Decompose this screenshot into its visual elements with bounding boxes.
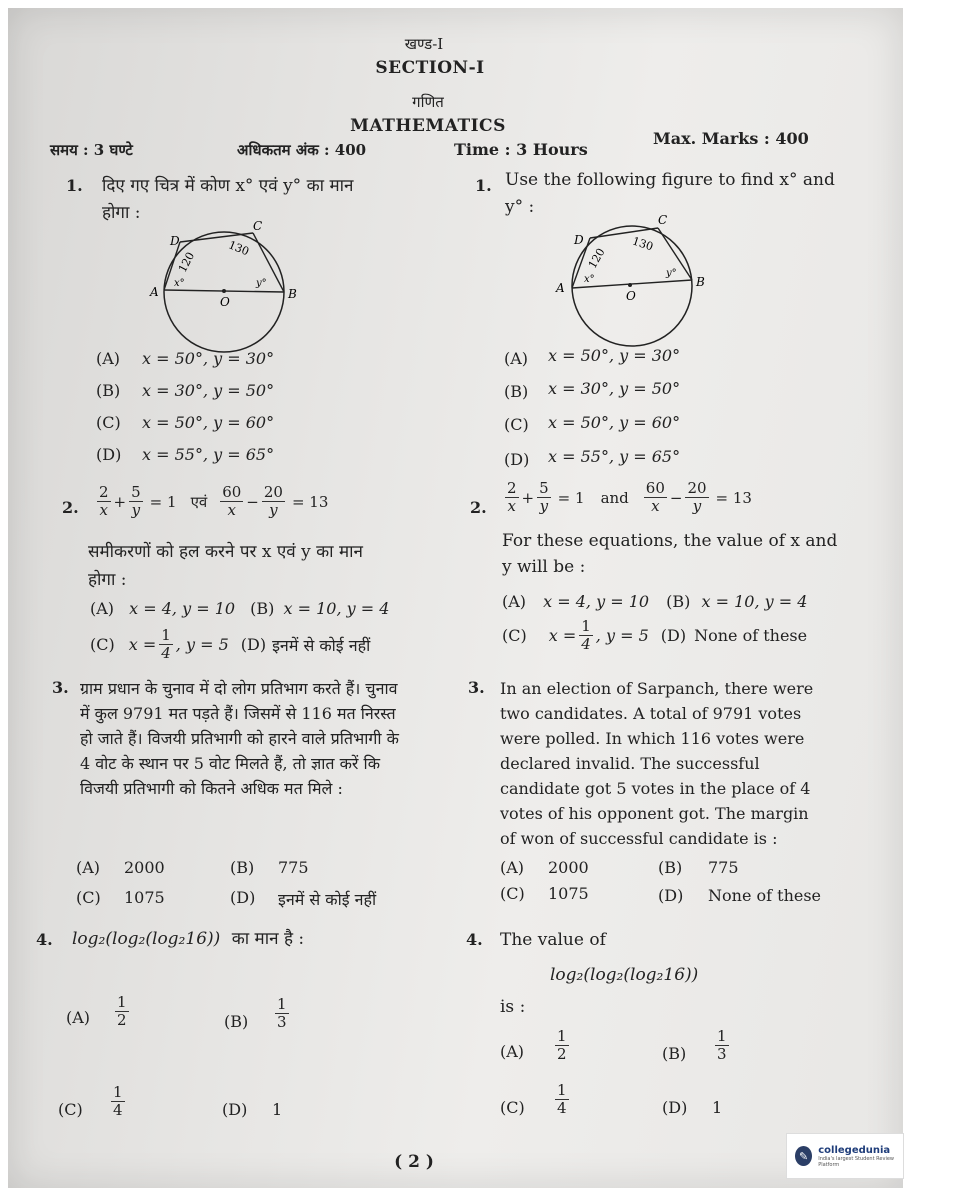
q4-option-label-a-english: (A) <box>500 1042 525 1061</box>
q3-option-label-hindi: (B) <box>230 858 255 877</box>
option-text: x = 10, y = 4 <box>283 599 390 618</box>
collegedunia-watermark <box>786 1133 904 1179</box>
q3-number-hindi: 3. <box>52 678 69 697</box>
option-text: x = 4, y = 10 <box>129 599 236 618</box>
fraction-numerator: 20 <box>263 483 283 501</box>
option-label: (A) <box>90 599 115 618</box>
option-text: x = 10, y = 4 <box>701 592 808 611</box>
q3-option-label-hindi: (C) <box>76 888 101 907</box>
q3-option-text-hindi: इनमें से कोई नहीं <box>278 890 377 909</box>
time-hindi: समय : 3 घण्टे <box>50 141 133 159</box>
q4-suffix-hindi: का मान है : <box>231 929 305 949</box>
q3-option-label-english: (D) <box>658 886 684 905</box>
q1-option-label-english: (D) <box>504 450 530 469</box>
q4-option-a-hindi <box>112 994 132 1029</box>
subject-title: MATHEMATICS <box>350 116 506 136</box>
q1-option-text-english: x = 55°, y = 65° <box>548 447 681 466</box>
fraction-numerator: 1 <box>161 626 171 644</box>
q1-option-label-hindi: (B) <box>96 381 121 400</box>
option-label: (B) <box>666 592 691 611</box>
fraction-numerator: 1 <box>557 1081 567 1099</box>
q1-option-label-hindi: (A) <box>96 349 121 368</box>
q4-question-hindi <box>72 926 304 952</box>
q1-option-label-hindi: (D) <box>96 445 122 464</box>
fraction-denominator: 2 <box>557 1045 567 1063</box>
equation2-rhs: = 13 <box>291 492 329 511</box>
q2-option-ab-english <box>502 592 807 611</box>
fraction-denominator: 4 <box>113 1101 123 1119</box>
fig-angle-x: x° <box>584 274 595 285</box>
q2-text-hindi-line1: समीकरणों को हल करने पर x एवं y का मान <box>88 542 363 562</box>
q1-option-text-english: x = 30°, y = 50° <box>548 379 681 398</box>
fraction-numerator: 2 <box>99 483 109 501</box>
fraction-denominator: 3 <box>277 1013 287 1031</box>
q1-option-text-hindi: x = 30°, y = 50° <box>142 381 275 400</box>
q4-expression-english: log₂(log₂(log₂16)) <box>550 965 699 985</box>
q2-equations-english: $\frac{2}{x}$ + $\frac{5}{y}$ = 1 and $\frac{60}{x}$ − $\frac{20}{y}$ = 13 <box>507 479 752 515</box>
q3-option-text-english: None of these <box>708 886 822 905</box>
time-english: Time : 3 Hours <box>454 140 588 159</box>
q1-option-label-english: (B) <box>504 382 529 401</box>
fraction-numerator: 1 <box>117 993 127 1011</box>
q3-option-text-english: 1075 <box>548 884 589 903</box>
logo-icon: ✎ <box>795 1146 812 1166</box>
fig-label-b: B <box>696 275 705 289</box>
fraction-denominator: x <box>507 497 516 515</box>
fraction-denominator: x <box>99 501 108 519</box>
q3-number-english: 3. <box>468 678 485 697</box>
max-marks-hindi: अधिकतम अंक : 400 <box>237 141 367 159</box>
fraction-denominator: y <box>269 501 278 519</box>
q4-option-b-hindi <box>272 996 292 1031</box>
q3-option-text-hindi: 775 <box>278 858 309 877</box>
fraction-denominator: 4 <box>557 1099 567 1117</box>
q4-option-d-english: 1 <box>712 1098 723 1117</box>
q2-option-cd-english <box>502 618 807 653</box>
fraction-denominator: 4 <box>161 644 171 662</box>
option-text: इनमें से कोई नहीं <box>272 635 371 655</box>
fraction-denominator: 4 <box>581 635 591 653</box>
fig-label-c: C <box>253 219 263 233</box>
q1-text-hindi-line2: होगा : <box>102 203 141 223</box>
option-label: (C) <box>90 635 115 654</box>
fraction-numerator: 2 <box>507 479 517 497</box>
q2-text-hindi-line2: होगा : <box>88 570 127 590</box>
q2-option-cd-hindi <box>90 627 370 662</box>
q1-number-english: 1. <box>475 176 492 195</box>
q1-circle-figure-hindi <box>140 218 305 353</box>
q1-option-text-hindi: x = 55°, y = 65° <box>142 445 275 464</box>
fraction-numerator: 1 <box>277 995 287 1013</box>
equation-joiner: and <box>600 488 629 507</box>
q1-text-english-line2: y° : <box>505 197 535 217</box>
logo-tagline: India's largest Student Review Platform <box>818 1155 894 1168</box>
option-label: (D) <box>660 626 687 645</box>
q4-option-label-b-english: (B) <box>662 1044 687 1063</box>
fraction-numerator: 1 <box>717 1027 727 1045</box>
option-text: None of these <box>694 626 808 645</box>
q1-text-hindi-line1: दिए गए चित्र में कोण x° एवं y° का मान <box>102 176 354 196</box>
fig-label-a: A <box>556 281 565 295</box>
q3-option-label-english: (C) <box>500 884 525 903</box>
fraction-denominator: x <box>651 497 660 515</box>
q4-option-c-hindi <box>108 1084 128 1119</box>
fraction-numerator: 60 <box>645 479 665 497</box>
q4-option-label-a-hindi: (A) <box>66 1008 91 1027</box>
fig-label-o: O <box>626 289 636 303</box>
fraction-numerator: 1 <box>581 617 591 635</box>
fraction-denominator: y <box>692 497 702 515</box>
q4-option-label-c-english: (C) <box>500 1098 525 1117</box>
q3-option-label-english: (B) <box>658 858 683 877</box>
q4-option-d-hindi: 1 <box>272 1100 283 1119</box>
q3-text-hindi: ग्राम प्रधान के चुनाव में दो लोग प्रतिभाग करते हैं। चुनाव में कुल 9791 मत पड़ते हैं। जिसमें से 116 मत निरस्त हो जाते हैं। विजयी प्रतिभागी को हारने वाले प्रतिभागी के 4 वोट के स्थान पर 5 वोट मिलते हैं, तो ज्ञात करें कि विजयी प्रतिभागी को कितने अधिक मत मिले : <box>80 679 399 798</box>
q1-option-label-hindi: (C) <box>96 413 121 432</box>
fig-arc-120: 120 <box>585 246 608 271</box>
q1-option-text-hindi: x = 50°, y = 30° <box>142 349 275 368</box>
fraction-numerator: 60 <box>222 483 242 501</box>
q2-text-english-line1: For these equations, the value of x and <box>502 531 838 551</box>
q4-option-b-english <box>712 1028 732 1063</box>
fig-label-b: B <box>288 287 297 301</box>
section-title: SECTION-I <box>375 58 485 78</box>
q3-option-label-hindi: (A) <box>76 858 101 877</box>
q2-text-english-line2: y will be : <box>502 557 586 577</box>
q3-option-text-english: 775 <box>708 858 739 877</box>
q1-text-english-line1: Use the following figure to find x° and <box>505 170 835 190</box>
q2-equations-hindi: $\frac{2}{x}$ + $\frac{5}{y}$ = 1 एवं $\frac{60}{x}$ − $\frac{20}{y}$ = 13 <box>99 483 329 519</box>
q2-number-hindi: 2. <box>62 498 79 517</box>
equation2-rhs: = 13 <box>715 488 752 507</box>
fraction-numerator: 1 <box>557 1027 567 1045</box>
fig-label-d: D <box>170 234 180 248</box>
q2-option-a-hindi <box>90 599 389 618</box>
max-marks-english: Max. Marks : 400 <box>653 129 809 148</box>
fig-label-d: D <box>574 233 584 247</box>
q4-option-label-b-hindi: (B) <box>224 1012 249 1031</box>
q4-option-label-c-hindi: (C) <box>58 1100 83 1119</box>
section-title-hindi: खण्ड-I <box>404 35 444 53</box>
equation1-rhs: = 1 <box>557 488 585 507</box>
q2-number-english: 2. <box>470 498 487 517</box>
q3-option-text-hindi: 1075 <box>124 888 165 907</box>
fig-angle-y: y° <box>666 268 677 279</box>
q1-option-text-hindi: x = 50°, y = 60° <box>142 413 275 432</box>
q1-circle-figure-english <box>548 208 713 348</box>
fraction-denominator: y <box>539 497 549 515</box>
q4-number-hindi: 4. <box>36 930 53 949</box>
q4-text-english-line1: The value of <box>500 930 606 950</box>
q4-number-english: 4. <box>466 930 483 949</box>
q4-option-label-d-english: (D) <box>662 1098 688 1117</box>
option-text: , y = 5 <box>175 635 229 654</box>
fraction-denominator: 2 <box>117 1011 127 1029</box>
q1-option-label-english: (C) <box>504 415 529 434</box>
fraction-numerator: 20 <box>687 479 707 497</box>
q4-option-c-english <box>552 1082 572 1117</box>
fig-arc-130: 130 <box>630 234 655 254</box>
q4-text-english-line3: is : <box>500 997 526 1017</box>
fig-arc-120: 120 <box>175 249 198 275</box>
fig-label-o: O <box>220 295 230 309</box>
equation-joiner: एवं <box>190 492 208 511</box>
option-label: (D) <box>240 635 267 654</box>
option-label: (A) <box>502 592 527 611</box>
fraction-denominator: y <box>131 501 141 519</box>
fraction-denominator: x <box>227 501 236 519</box>
option-label: (B) <box>250 599 275 618</box>
q1-option-label-english: (A) <box>504 349 529 368</box>
option-text: x = <box>548 626 577 645</box>
q1-option-text-english: x = 50°, y = 60° <box>548 413 681 432</box>
q4-option-a-english <box>552 1028 572 1063</box>
q3-option-text-english: 2000 <box>548 858 589 877</box>
q3-option-label-hindi: (D) <box>230 888 256 907</box>
fig-label-a: A <box>150 285 159 299</box>
fig-arc-130: 130 <box>226 238 251 259</box>
fraction-denominator: 3 <box>717 1045 727 1063</box>
subject-hindi: गणित <box>412 93 444 111</box>
option-text: , y = 5 <box>595 626 649 645</box>
q3-text-english: In an election of Sarpanch, there were two candidates. A total of 9791 votes were polled. In which 116 votes were declared invalid. The successful candidate got 5 votes in the place of 4 votes of his opponent got. The margin of won of successful candidate is : <box>500 679 814 848</box>
option-label: (C) <box>502 626 527 645</box>
fig-angle-y: y° <box>256 278 267 289</box>
fraction-numerator: 5 <box>131 483 141 501</box>
fraction-numerator: 1 <box>113 1083 123 1101</box>
q4-expression: log₂(log₂(log₂16)) <box>72 929 221 949</box>
q1-number-hindi: 1. <box>66 176 83 195</box>
logo-name: collegedunia <box>818 1144 891 1156</box>
q3-option-text-hindi: 2000 <box>124 858 165 877</box>
q1-option-text-english: x = 50°, y = 30° <box>548 346 681 365</box>
fig-label-c: C <box>658 213 668 227</box>
equation1-rhs: = 1 <box>149 492 177 511</box>
q4-option-label-d-hindi: (D) <box>222 1100 248 1119</box>
page-number: ( 2 ) <box>394 1152 434 1172</box>
option-text: x = <box>128 635 157 654</box>
fig-angle-x: x° <box>174 278 185 289</box>
option-text: x = 4, y = 10 <box>543 592 650 611</box>
q3-option-label-english: (A) <box>500 858 525 877</box>
fraction-numerator: 5 <box>539 479 549 497</box>
